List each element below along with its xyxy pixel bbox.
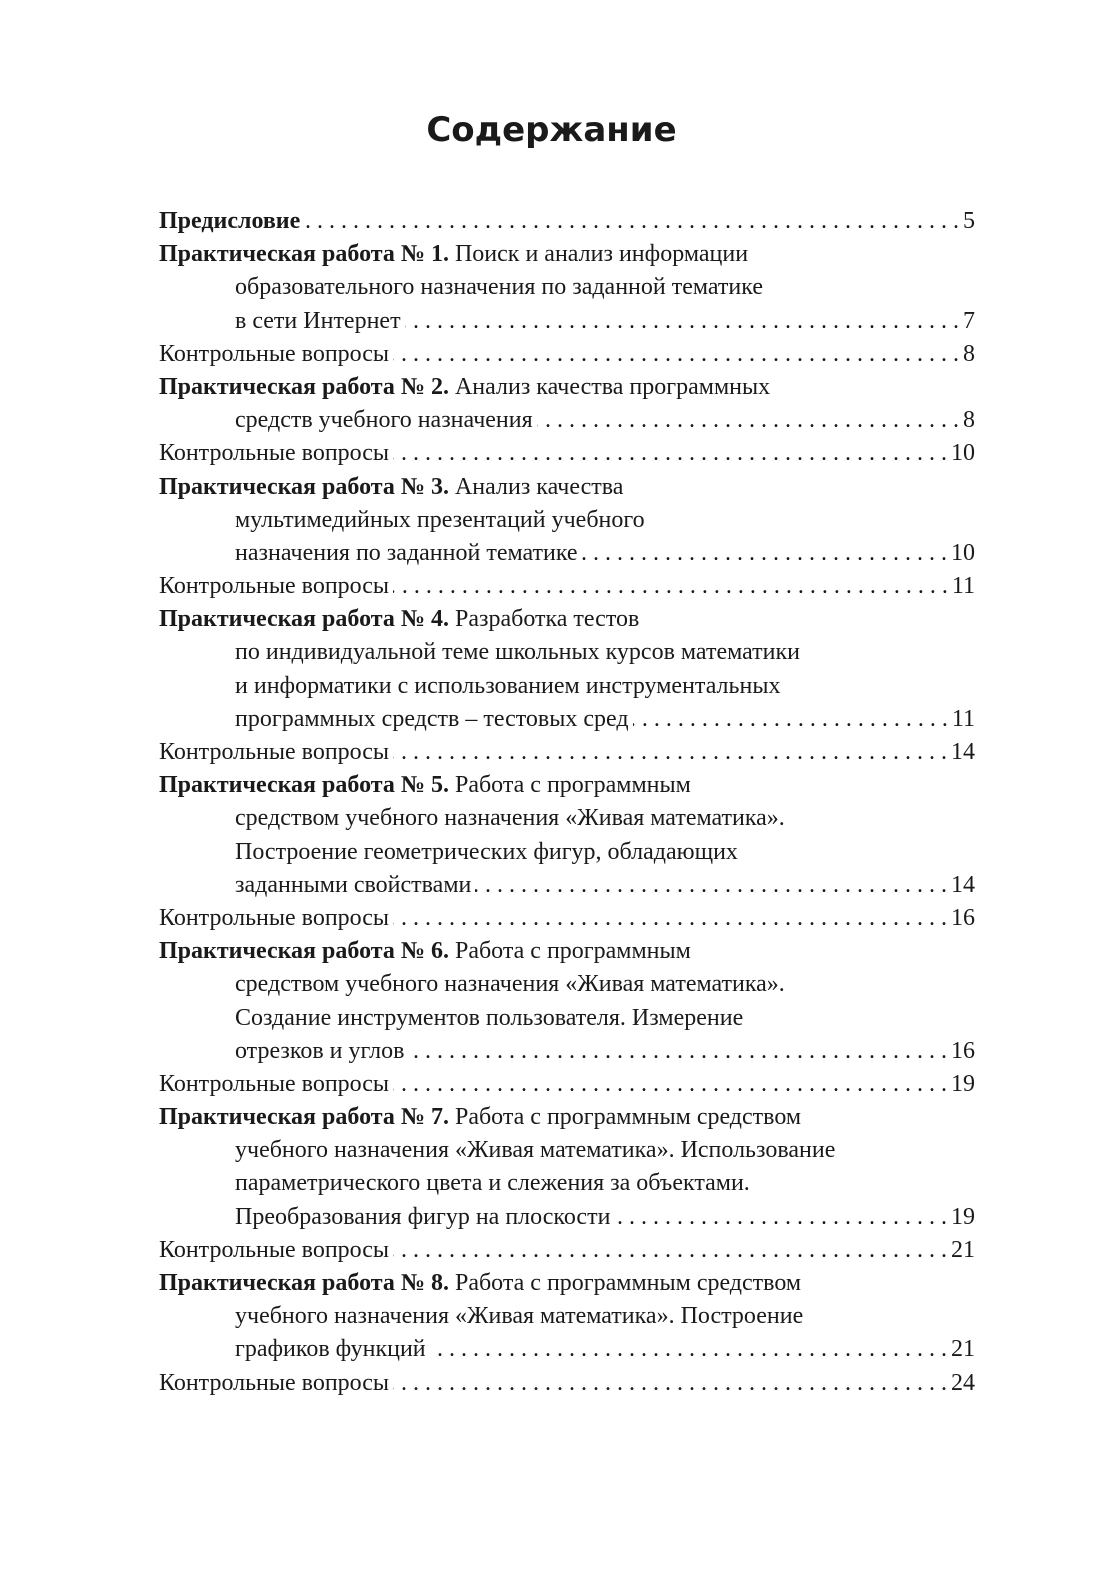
toc-entry-work-3-cont bbox=[159, 504, 975, 537]
toc-entry-work-6-cont bbox=[159, 1035, 975, 1068]
toc-entry-title: Работа с программным средством bbox=[454, 1104, 802, 1131]
toc-entry-work-5-cont bbox=[159, 802, 975, 835]
toc-page-number: 21 bbox=[951, 1336, 975, 1363]
toc-entry-heading: Практическая работа № 7. bbox=[159, 1104, 449, 1131]
toc-entry-heading: Практическая работа № 6. bbox=[159, 938, 449, 965]
toc-entry-title: заданными свойствами bbox=[235, 871, 472, 898]
dot-leader bbox=[393, 1068, 947, 1101]
toc-entry-work-4-cont bbox=[159, 636, 975, 669]
toc-entry-label: Предисловие bbox=[159, 208, 301, 234]
toc-entry-title: мультимедийных презентаций учебного bbox=[235, 506, 645, 533]
dot-leader bbox=[393, 1367, 947, 1400]
toc-page-number: 16 bbox=[951, 1037, 975, 1064]
toc-entry-title: учебного назначения «Живая математика». Использование bbox=[235, 1137, 836, 1164]
toc-entry-heading: Практическая работа № 5. bbox=[159, 772, 449, 799]
toc-page-number: 24 bbox=[951, 1369, 975, 1396]
toc-entry-work-6-cont bbox=[159, 1002, 975, 1035]
toc-page-number: 21 bbox=[951, 1236, 975, 1263]
toc-page-number: 5 bbox=[963, 208, 975, 234]
toc-entry-work-7[interactable] bbox=[159, 1101, 975, 1134]
dot-leader bbox=[633, 703, 948, 736]
toc-entry-heading: Практическая работа № 3. bbox=[159, 473, 449, 500]
toc-page-number: 14 bbox=[951, 871, 975, 898]
toc-entry-title: Построение геометрических фигур, обладающих bbox=[235, 838, 738, 865]
toc-entry-work-4-cont bbox=[159, 703, 975, 736]
toc-entry-title: Разработка тестов bbox=[454, 606, 640, 633]
toc-entry-work-4[interactable] bbox=[159, 603, 975, 636]
page-title: Содержание bbox=[426, 110, 677, 150]
toc-entry-label: Контрольные вопросы bbox=[159, 904, 390, 931]
toc-page-number: 8 bbox=[963, 407, 975, 434]
toc-entry-title: Работа с программным средством bbox=[454, 1270, 802, 1296]
toc-entry-title: графиков функций bbox=[235, 1336, 426, 1363]
toc-entry-work-5[interactable] bbox=[159, 769, 975, 802]
toc-entry-work-8-cont bbox=[159, 1333, 975, 1366]
toc-entry-work-2[interactable] bbox=[159, 371, 975, 404]
toc-entry-label: Контрольные вопросы bbox=[159, 440, 390, 467]
dot-leader bbox=[304, 205, 959, 238]
toc-entry-label: Контрольные вопросы bbox=[159, 739, 390, 765]
toc-entry-work-7-cont bbox=[159, 1167, 975, 1200]
toc-entry-work-7-cont bbox=[159, 1134, 975, 1167]
toc-entry-title: отрезков и углов bbox=[235, 1037, 405, 1064]
toc-entry-label: Контрольные вопросы bbox=[159, 1369, 390, 1396]
toc-page-number: 11 bbox=[951, 705, 975, 732]
dot-leader bbox=[537, 404, 959, 437]
toc-entry-preface[interactable] bbox=[159, 205, 975, 238]
toc-entry-questions-8[interactable] bbox=[159, 1367, 975, 1400]
toc-entry-heading: Практическая работа № 4. bbox=[159, 606, 449, 633]
toc-entry-title: Анализ качества программных bbox=[454, 373, 771, 400]
toc-entry-heading: Практическая работа № 8. bbox=[159, 1270, 449, 1296]
dot-leader bbox=[393, 437, 947, 470]
toc-entry-work-1-cont bbox=[159, 271, 975, 304]
toc-entry-work-5-cont bbox=[159, 869, 975, 902]
toc-entry-work-1-cont bbox=[159, 305, 975, 338]
toc-entry-title: Анализ качества bbox=[454, 473, 624, 500]
toc-page-number: 19 bbox=[951, 1070, 975, 1097]
toc-entry-questions-3[interactable] bbox=[159, 570, 975, 603]
dot-leader bbox=[405, 305, 959, 338]
toc-entry-work-8[interactable] bbox=[159, 1267, 975, 1300]
dot-leader bbox=[475, 869, 947, 902]
toc-entry-work-4-cont bbox=[159, 670, 975, 703]
toc-entry-work-5-cont bbox=[159, 836, 975, 869]
toc-entry-questions-7[interactable] bbox=[159, 1234, 975, 1267]
toc-page-number: 19 bbox=[951, 1203, 975, 1230]
table-of-contents bbox=[159, 205, 975, 1400]
toc-entry-work-7-cont bbox=[159, 1201, 975, 1234]
toc-entry-work-3-cont bbox=[159, 537, 975, 570]
toc-entry-work-6[interactable] bbox=[159, 935, 975, 968]
toc-entry-title: Работа с программным bbox=[454, 772, 691, 799]
dot-leader bbox=[393, 570, 948, 603]
toc-entry-label: Контрольные вопросы bbox=[159, 573, 390, 600]
toc-page-number: 8 bbox=[963, 340, 975, 367]
toc-entry-title: параметрического цвета и слежения за объектами. bbox=[235, 1170, 750, 1197]
toc-entry-title: Работа с программным bbox=[454, 938, 691, 965]
toc-entry-questions-1[interactable] bbox=[159, 338, 975, 371]
toc-entry-heading: Практическая работа № 1. bbox=[159, 241, 449, 268]
dot-leader bbox=[393, 1234, 947, 1267]
toc-page-number: 10 bbox=[951, 440, 975, 467]
toc-entry-questions-5[interactable] bbox=[159, 902, 975, 935]
toc-entry-label: Контрольные вопросы bbox=[159, 1236, 390, 1263]
toc-entry-work-8-cont bbox=[159, 1300, 975, 1333]
toc-entry-title: и информатики с использованием инструментальных bbox=[235, 672, 781, 699]
toc-entry-title: Преобразования фигур на плоскости bbox=[235, 1203, 611, 1230]
toc-entry-label: Контрольные вопросы bbox=[159, 340, 390, 367]
toc-page-number: 7 bbox=[963, 307, 975, 334]
toc-entry-title: Поиск и анализ информации bbox=[454, 241, 749, 268]
toc-entry-questions-6[interactable] bbox=[159, 1068, 975, 1101]
toc-entry-title: средством учебного назначения «Живая математика». bbox=[235, 971, 785, 998]
dot-leader bbox=[430, 1333, 947, 1366]
toc-entry-title: средством учебного назначения «Живая математика». bbox=[235, 805, 785, 832]
toc-entry-title: учебного назначения «Живая математика». Построение bbox=[235, 1303, 804, 1330]
toc-entry-questions-2[interactable] bbox=[159, 437, 975, 470]
toc-entry-title: программных средств – тестовых сред bbox=[235, 705, 629, 732]
toc-entry-work-6-cont bbox=[159, 968, 975, 1001]
toc-page-number: 11 bbox=[951, 573, 975, 600]
toc-page-number: 10 bbox=[951, 539, 975, 566]
toc-entry-work-2-cont bbox=[159, 404, 975, 437]
toc-entry-title: по индивидуальной теме школьных курсов математики bbox=[235, 639, 800, 666]
toc-entry-work-1[interactable] bbox=[159, 238, 975, 271]
toc-entry-questions-4[interactable] bbox=[159, 736, 975, 769]
dot-leader bbox=[393, 902, 947, 935]
toc-entry-title: образовательного назначения по заданной тематике bbox=[235, 274, 763, 301]
toc-entry-label: Контрольные вопросы bbox=[159, 1070, 390, 1097]
dot-leader bbox=[614, 1201, 947, 1234]
toc-page-number: 14 bbox=[951, 739, 975, 765]
toc-entry-work-3[interactable] bbox=[159, 471, 975, 504]
dot-leader bbox=[393, 736, 947, 769]
toc-entry-title: средств учебного назначения bbox=[235, 407, 533, 434]
toc-entry-title: Создание инструментов пользователя. Измерение bbox=[235, 1004, 744, 1031]
dot-leader bbox=[393, 338, 959, 371]
dot-leader bbox=[582, 537, 947, 570]
toc-entry-heading: Практическая работа № 2. bbox=[159, 373, 449, 400]
toc-entry-title: назначения по заданной тематике bbox=[235, 539, 578, 566]
toc-page-number: 16 bbox=[951, 904, 975, 931]
toc-entry-title: в сети Интернет bbox=[235, 307, 401, 334]
dot-leader bbox=[408, 1035, 947, 1068]
